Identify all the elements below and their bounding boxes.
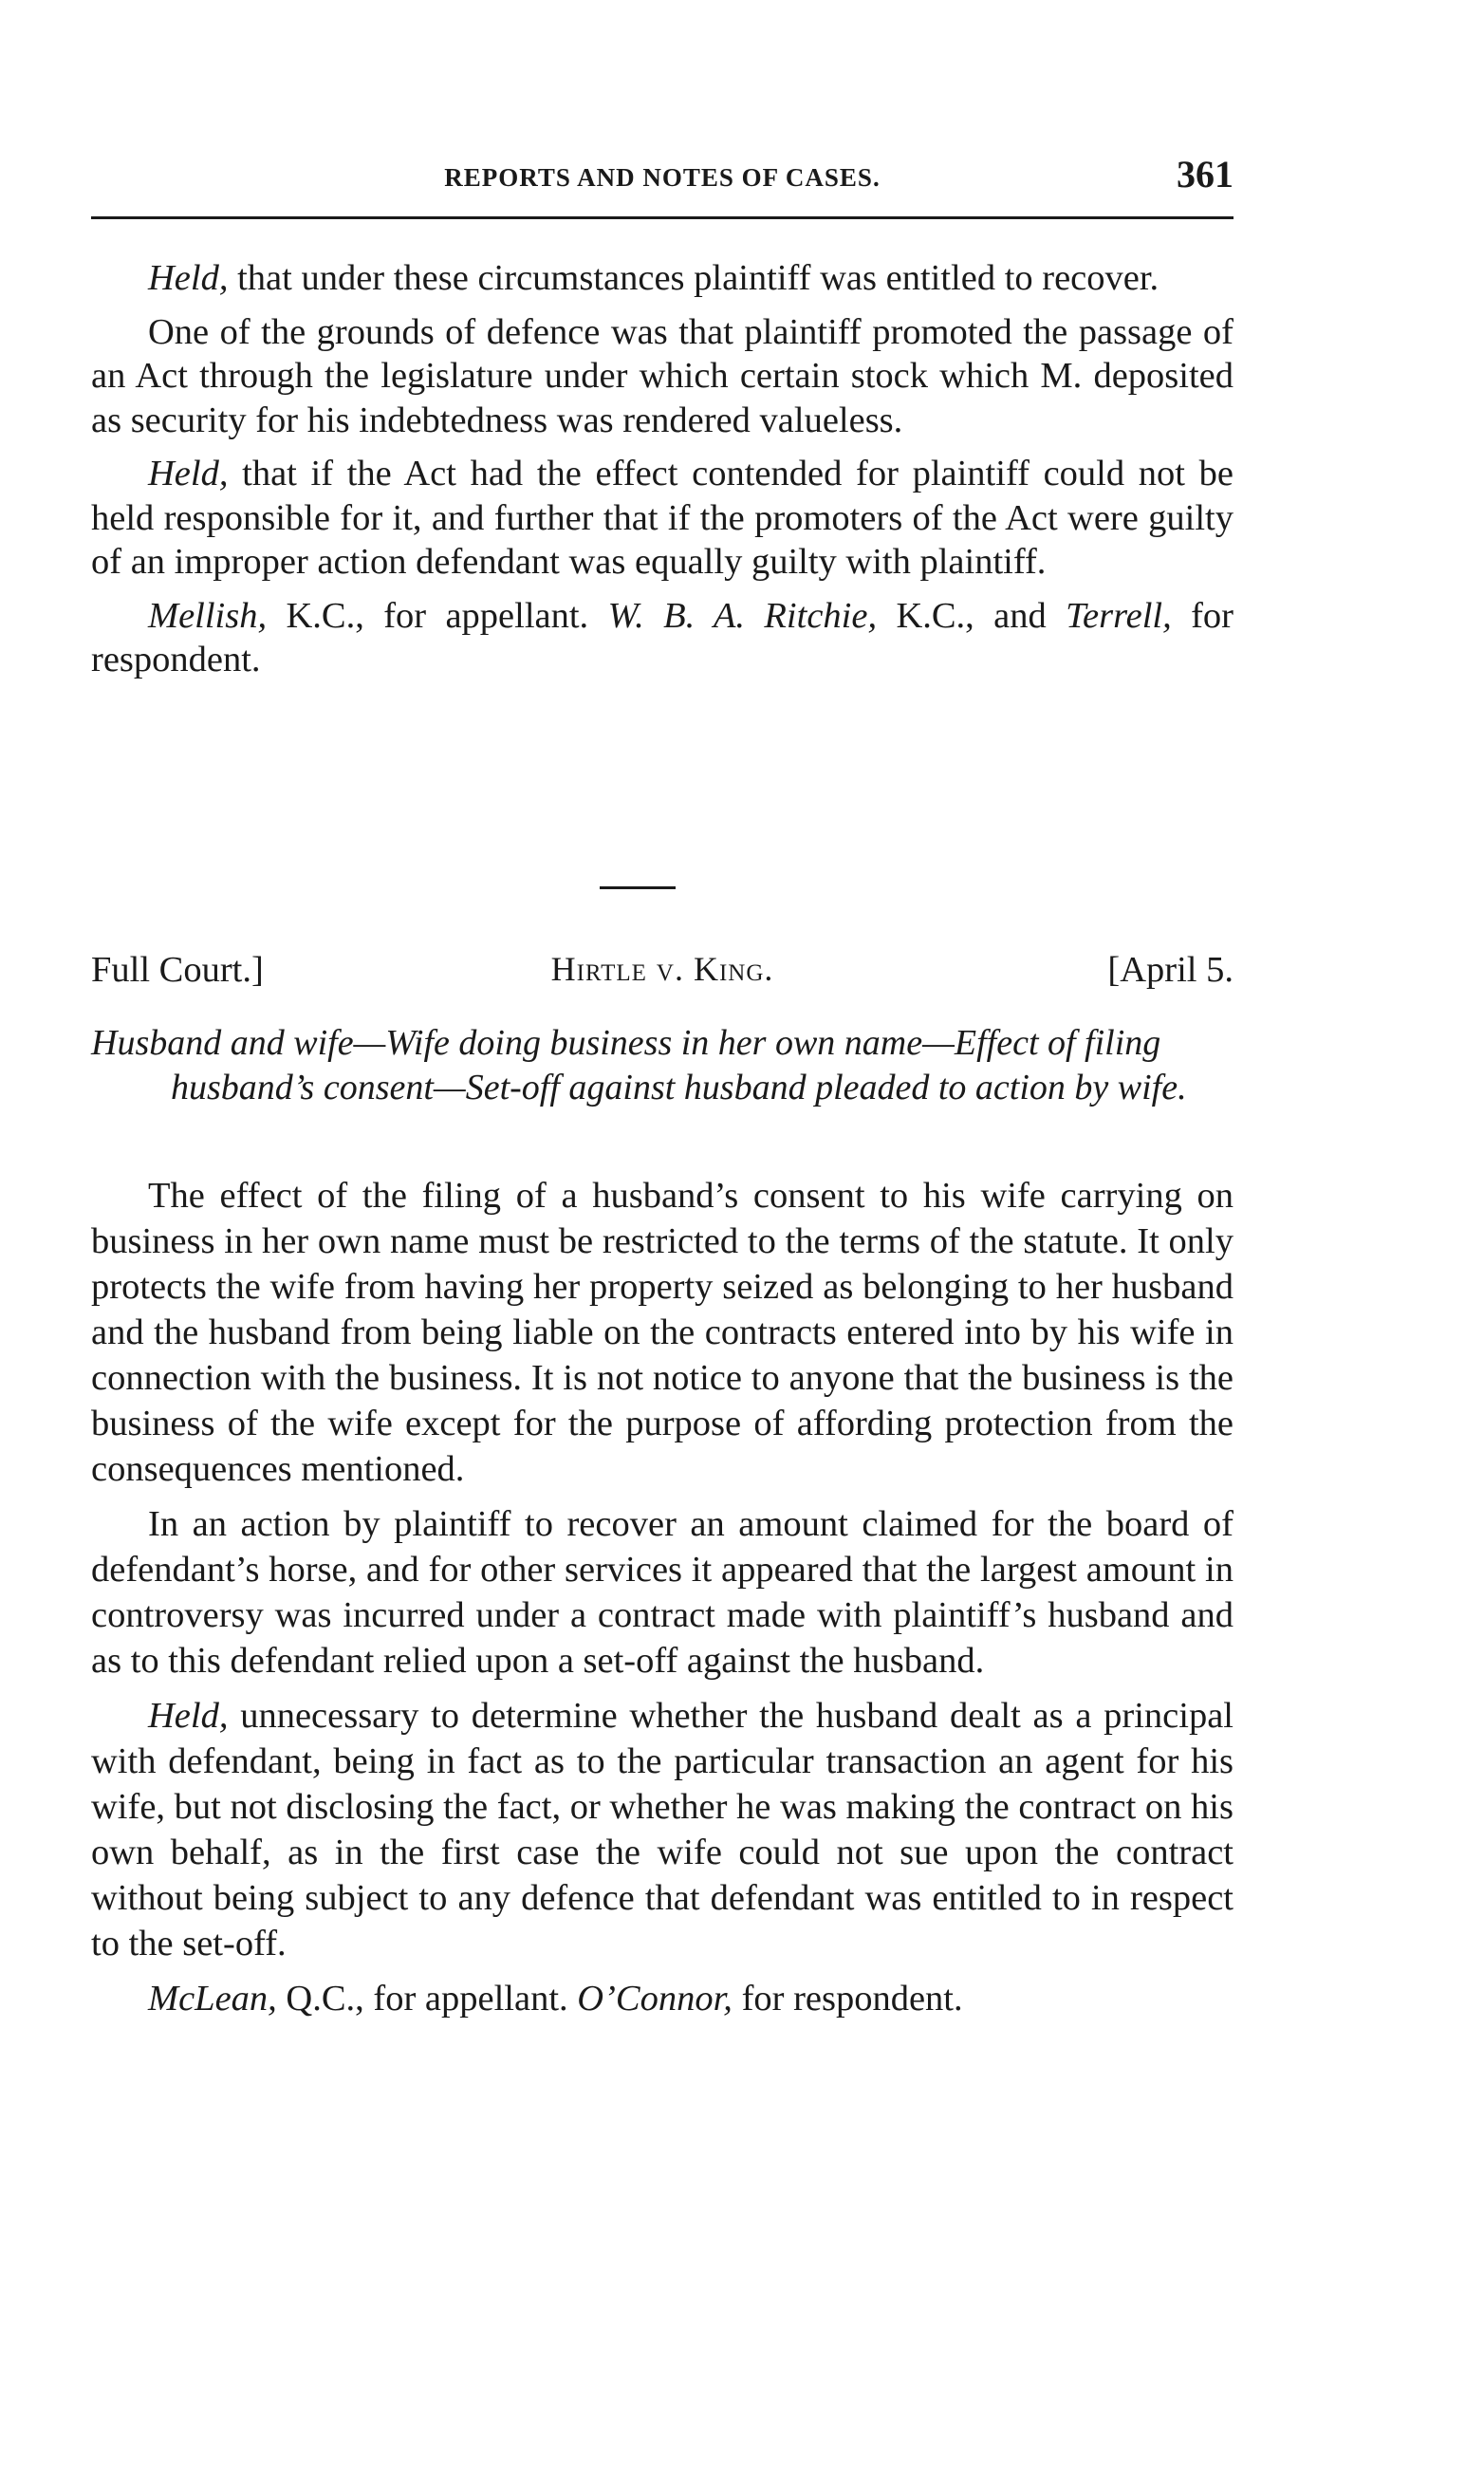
case-name: Hirtle v. King.	[550, 950, 774, 988]
paragraph-text: that under these circumstances plaintiff was entitled to recover.	[228, 258, 1159, 298]
counsel-text: Q.C., for appellant.	[276, 1979, 578, 2019]
case2-paragraph-2: In an action by plaintiff to recover an amount claimed for the board of defendant’s horse, and for other services it appeared that the largest amount in controversy was incurred under a contract made with plaintiff’s husband and as to this defendant relied upon a set-off against the husband.	[91, 1504, 1234, 1681]
counsel-name: O’Connor,	[577, 1979, 733, 2019]
counsel-text: K.C., for appellant.	[267, 595, 608, 636]
court-label: Full Court.]	[91, 950, 264, 990]
case2-paragraph-1: The effect of the filing of a husband’s consent to his wife carrying on business in her own name must be restricted to the terms of the statute. It only protects the wife from having her property seized as belonging to her husband and the husband from being liable on the contracts entered into by his wife in connection with the business. It is not notice to anyone that the business is the business of the wife except for the purpose of affording protection from the consequences mentioned.	[91, 1176, 1234, 1489]
held-label: Held,	[148, 454, 229, 493]
case2-heading	[91, 949, 1234, 1002]
counsel-name: McLean,	[148, 1979, 277, 2019]
case1-paragraph-2: One of the grounds of defence was that plaintiff promoted the passage of an Act through the legislature under which certain stock which M. deposited as security for his indebtedness was rendered valueless.	[91, 311, 1234, 440]
case1-body	[91, 256, 1234, 692]
case-separator-rule	[600, 886, 676, 889]
case2-paragraph-3	[91, 1693, 1234, 1966]
counsel-name: W. B. A. Ritchie,	[607, 595, 878, 636]
case2-counsel	[91, 1976, 1234, 2021]
case1-paragraph-1	[91, 256, 1234, 301]
running-title: REPORTS AND NOTES OF CASES.	[444, 163, 881, 192]
case2-body	[91, 1173, 1234, 2031]
counsel-name: Terrell,	[1066, 595, 1172, 636]
page-number: 361	[1177, 153, 1234, 195]
case1-counsel	[91, 594, 1234, 682]
paragraph-text: that if the Act had the effect contended for plaintiff could not be held responsible for it, and further that if the promoters of the Act were guilty of an improper action defendant was equally guilty with plaintiff.	[91, 454, 1234, 582]
case1-paragraph-3	[91, 452, 1234, 585]
counsel-text: for respondent.	[732, 1979, 963, 2019]
counsel-text: for respondent.	[91, 595, 1234, 679]
counsel-text: K.C., and	[877, 595, 1067, 636]
paragraph-text: unnecessary to determine whether the husband dealt as a principal with defendant, being in fact as to the particular transaction an agent for his wife, but not disclosing the fact, or whether he was making the contract on his own behalf, as in the first case the wife could not sue upon the contract without being subject to any defence that defendant was entitled to in respect to the set-off.	[91, 1696, 1234, 1963]
counsel-name: Mellish,	[148, 595, 268, 636]
held-label: Held,	[148, 1696, 229, 1736]
header-rule	[91, 216, 1234, 219]
case2-headnote: Husband and wife—Wife doing business in her own name—Effect of filing husband’s consent—Set-off against husband pleaded to action by wife.	[91, 1023, 1187, 1107]
running-head	[91, 152, 1234, 209]
held-label: Held,	[148, 258, 229, 298]
case-date: [April 5.	[1107, 950, 1234, 990]
